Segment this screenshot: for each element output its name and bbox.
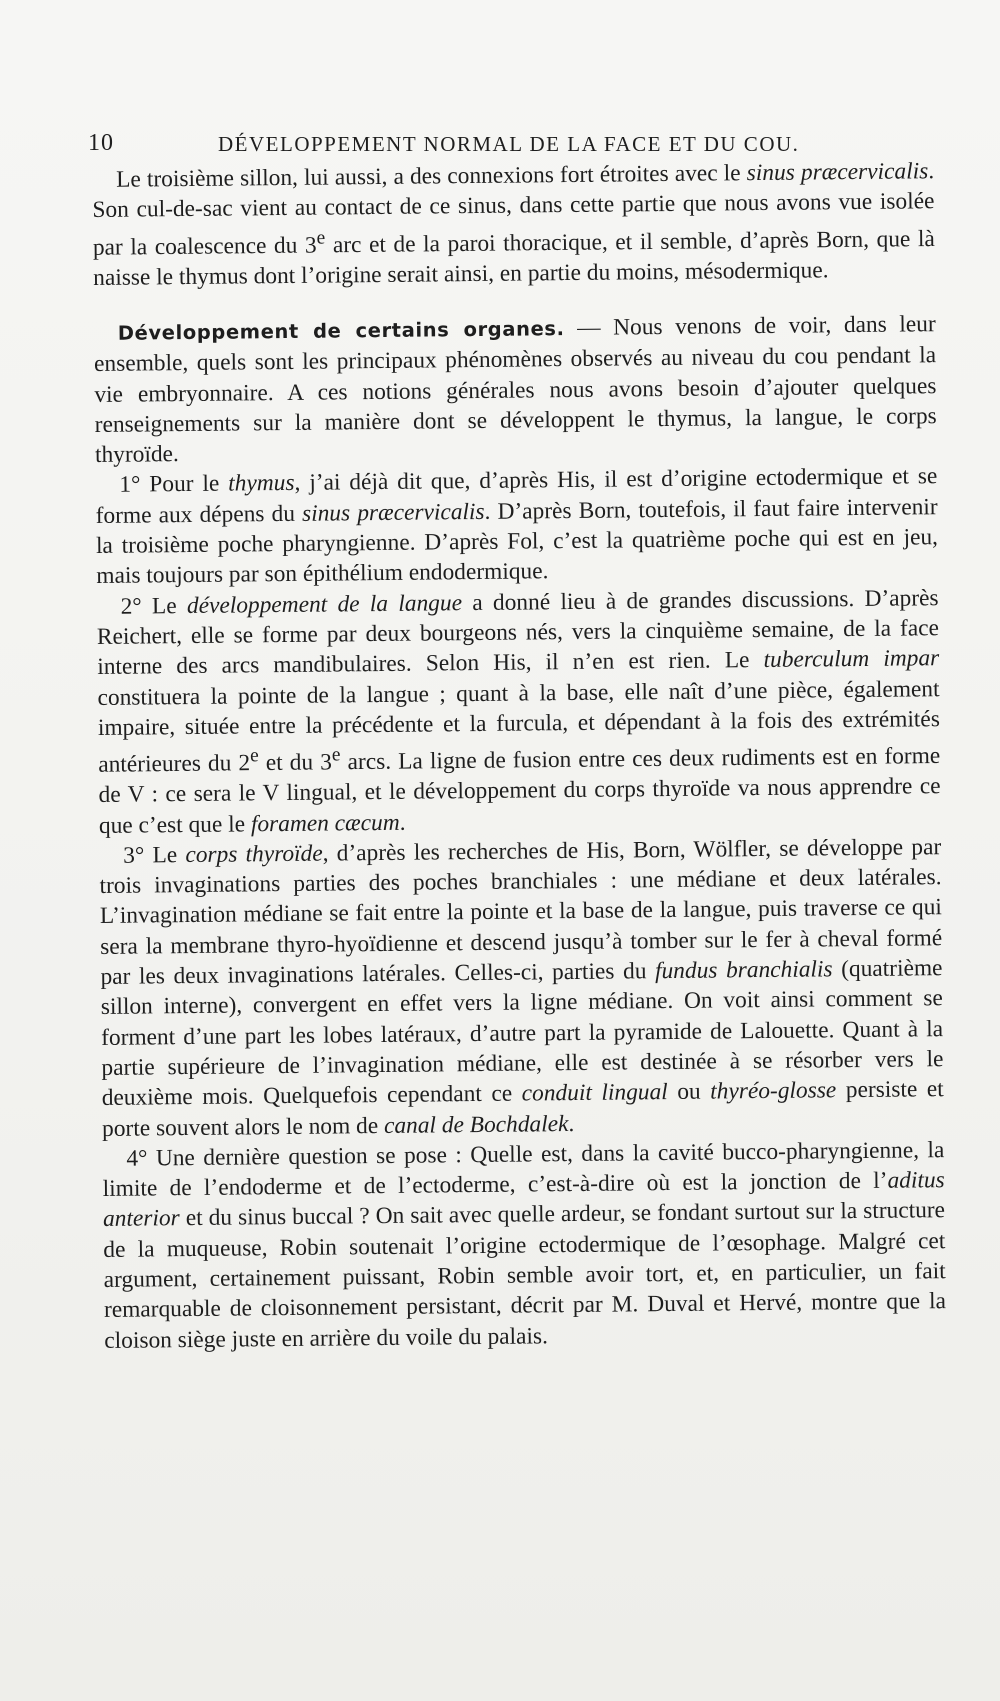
italic-term: aditus anterior: [102, 1167, 945, 1233]
text-run: 1° Pour le: [119, 471, 229, 499]
italic-term: tuberculum impar: [763, 645, 940, 674]
section-heading: Développement de certains organes.: [117, 317, 565, 345]
italic-term: sinus præcervicalis: [301, 498, 485, 527]
text-run: et du sinus buccal ? On sait avec quelle ardeur, se fondant surtout sur la structure de la muqueuse, Robin soutenait l’origine ectodermique de l’œsophage. Malgré cet argument, certainement puissant, Robin semble avoir tort, et, en particulier, un fait remarquable de cloisonnement persistant, décrit par M. Duval et Hervé, montre que la cloison siège juste en arrière du voile du palais.: [103, 1197, 947, 1354]
text-run: 4° Une dernière question se pose : Quelle est, dans la cavité bucco-pharyngienne, la limite de l’endoderme et de l’ectoderme, c’est-à-dire où est la jonction de l’: [102, 1136, 945, 1203]
text-run: .: [399, 809, 406, 836]
text-run: constituera la pointe de la langue ; quant à la base, elle naît d’une pièce, également impaire, située entre la précédente et la furcula, et dépendant à la fois des extrémités antérieures du 2: [97, 675, 940, 778]
paragraph-thymus: [95, 462, 938, 592]
superscript: e: [331, 744, 341, 766]
italic-term: développement de la langue: [186, 589, 463, 619]
paragraph-endoderme: [102, 1135, 946, 1356]
italic-term: canal de Bochdalek: [383, 1110, 569, 1139]
paragraph-sinus: [92, 156, 935, 293]
italic-term: foramen cæcum: [250, 809, 400, 837]
text-run: persiste et porte souvent alors le nom de: [101, 1076, 944, 1142]
running-title: DÉVELOPPEMENT NORMAL DE LA FACE ET DU COU.: [218, 132, 800, 156]
text-run: — Nous venons de voir, dans leur ensemble, quels sont les principaux phénomènes observés au niveau du cou pendant la vie embryonnaire. A ces notions générales nous avons besoin d’ajouter quelques renseignements sur la manière dont se développent le thymus, la langue, le corps thyroïde.: [93, 311, 937, 469]
paragraph-section-intro: [94, 309, 938, 470]
text-run: . D’après Born, toutefois, il faut faire intervenir la troisième poche pharyngienne. D’après Fol, c’est la quatrième poche qui est en jeu, mais toujours par son épithélium endodermique.: [95, 493, 939, 590]
text-run: ou: [667, 1078, 711, 1106]
text-run: , j’ai déjà dit que, d’après His, il est d’origine ectodermique et se forme aux dépens du: [95, 463, 938, 529]
page-number: 10: [88, 130, 114, 156]
text-run: (quatrième sillon interne), convergent en effet vers la ligne médiane. On voit ainsi comment se forment d’une part les lobes latéraux, d’autre part la pyramide de Lalouette. Quant à la partie supérieure de l’invagination médiane, elle est destinée à se résorber vers le deuxième mois. Quelquefois cependant ce: [100, 955, 944, 1112]
paragraph-langue: [96, 583, 941, 841]
text-run: Le troisième sillon, lui aussi, a des connexions fort étroites avec le: [116, 160, 747, 193]
body-text: [92, 156, 946, 1356]
italic-term: thymus: [228, 470, 295, 498]
text-run: , d’après les recherches de His, Born, Wölfler, se développe par trois invaginations parties des poches branchiales : une médiane et deux latérales. L’invagination médiane se fait entre la pointe et la base de la langue, puis traverse ce qui sera la membrane thyro-hyoïdienne et descend jusqu’à tomber sur le fer à cheval formé par les deux invaginations latérales. Celles-ci, parties du: [99, 833, 943, 990]
text-run: arc et de la paroi thoracique, et il semble, d’après Born, que là naisse le thymus dont l’origine serait ainsi, en partie du moins, mésodermique.: [93, 225, 935, 291]
superscript: e: [249, 745, 259, 767]
text-run: 2° Le: [120, 592, 188, 620]
text-run: 3° Le: [123, 841, 186, 869]
italic-term: conduit lingual: [521, 1079, 668, 1107]
italic-term: fundus branchialis: [654, 956, 833, 985]
italic-term: thyréo-glosse: [710, 1077, 837, 1105]
paragraph-thyroide: [99, 832, 944, 1144]
italic-term: sinus præcervicalis: [746, 158, 929, 187]
text-run: a donné lieu à de grandes discussions. D’après Reichert, elle se forme par deux bourgeons nés, vers la cinquième semaine, de la face interne des arcs mandibulaires. Selon His, il n’en est rien. Le: [96, 584, 940, 681]
text-run: et du 3: [258, 749, 333, 777]
italic-term: corps thyroïde: [185, 840, 323, 868]
text-run: arcs. La ligne de fusion entre ces deux rudiments est en forme de V : ce sera le V lingual, et le développement du corps thyroïde va nous apprendre ce que c’est que le: [98, 743, 941, 839]
superscript: e: [316, 227, 326, 249]
text-run: .: [568, 1110, 575, 1137]
text-run: . Son cul-de-sac vient au contact de ce sinus, dans cette partie que nous avons vue isolée par la coalescence du 3: [92, 158, 935, 261]
